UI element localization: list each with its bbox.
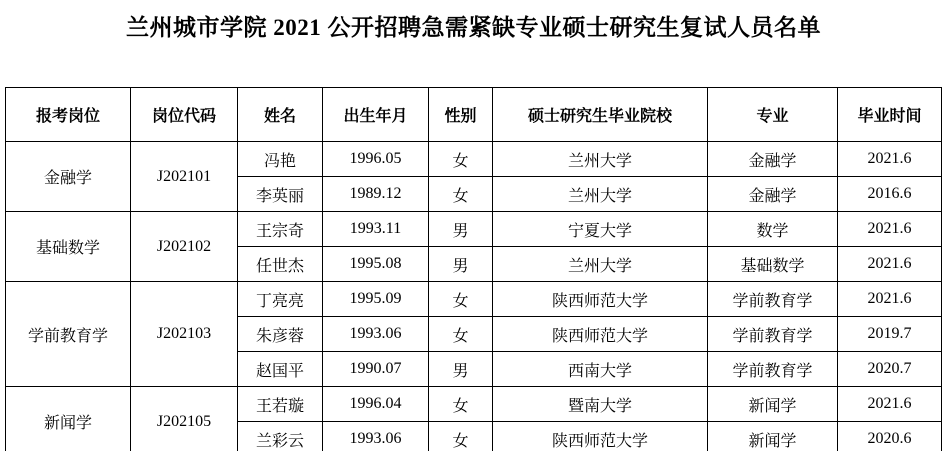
roster-table: [5, 87, 942, 451]
gender-cell: 女: [429, 142, 493, 177]
major-cell: 金融学: [708, 142, 838, 177]
code-cell: J202102: [131, 212, 238, 282]
code-cell: J202105: [131, 387, 238, 451]
gender-cell: 女: [429, 422, 493, 451]
name-cell: 李英丽: [238, 177, 323, 212]
birth-cell: 1993.06: [323, 422, 429, 451]
major-cell: 金融学: [708, 177, 838, 212]
gender-cell: 男: [429, 247, 493, 282]
birth-cell: 1995.09: [323, 282, 429, 317]
table-row: [6, 212, 942, 247]
header-cell-name: 姓名: [238, 88, 323, 142]
header-cell-grad: 毕业时间: [838, 88, 942, 142]
major-cell: 基础数学: [708, 247, 838, 282]
page-title: 兰州城市学院 2021 公开招聘急需紧缺专业硕士研究生复试人员名单: [126, 15, 821, 40]
document-page: [0, 9, 947, 451]
school-cell: 陕西师范大学: [493, 422, 708, 451]
birth-cell: 1993.11: [323, 212, 429, 247]
grad-cell: 2019.7: [838, 317, 942, 352]
name-cell: 赵国平: [238, 352, 323, 387]
gender-cell: 女: [429, 387, 493, 422]
school-cell: 兰州大学: [493, 247, 708, 282]
header-cell-gender: 性别: [429, 88, 493, 142]
header-cell-school: 硕士研究生毕业院校: [493, 88, 708, 142]
birth-cell: 1990.07: [323, 352, 429, 387]
header-cell-birth: 出生年月: [323, 88, 429, 142]
school-cell: 兰州大学: [493, 142, 708, 177]
header-row: [6, 88, 942, 142]
position-cell: 金融学: [6, 142, 131, 212]
grad-cell: 2020.7: [838, 352, 942, 387]
name-cell: 冯艳: [238, 142, 323, 177]
table-row: [6, 387, 942, 422]
gender-cell: 女: [429, 282, 493, 317]
position-cell: 基础数学: [6, 212, 131, 282]
major-cell: 新闻学: [708, 387, 838, 422]
school-cell: 暨南大学: [493, 387, 708, 422]
grad-cell: 2021.6: [838, 247, 942, 282]
grad-cell: 2020.6: [838, 422, 942, 451]
grad-cell: 2016.6: [838, 177, 942, 212]
header-cell-code: 岗位代码: [131, 88, 238, 142]
birth-cell: 1996.05: [323, 142, 429, 177]
name-cell: 任世杰: [238, 247, 323, 282]
birth-cell: 1995.08: [323, 247, 429, 282]
gender-cell: 男: [429, 212, 493, 247]
gender-cell: 女: [429, 177, 493, 212]
name-cell: 兰彩云: [238, 422, 323, 451]
major-cell: 学前教育学: [708, 352, 838, 387]
grad-cell: 2021.6: [838, 142, 942, 177]
school-cell: 兰州大学: [493, 177, 708, 212]
grad-cell: 2021.6: [838, 387, 942, 422]
header-cell-major: 专业: [708, 88, 838, 142]
major-cell: 数学: [708, 212, 838, 247]
code-cell: J202103: [131, 282, 238, 387]
birth-cell: 1993.06: [323, 317, 429, 352]
school-cell: 陕西师范大学: [493, 317, 708, 352]
major-cell: 学前教育学: [708, 317, 838, 352]
major-cell: 学前教育学: [708, 282, 838, 317]
name-cell: 王若璇: [238, 387, 323, 422]
name-cell: 王宗奇: [238, 212, 323, 247]
header-cell-position: 报考岗位: [6, 88, 131, 142]
grad-cell: 2021.6: [838, 212, 942, 247]
school-cell: 陕西师范大学: [493, 282, 708, 317]
gender-cell: 男: [429, 352, 493, 387]
gender-cell: 女: [429, 317, 493, 352]
position-cell: 学前教育学: [6, 282, 131, 387]
school-cell: 宁夏大学: [493, 212, 708, 247]
code-cell: J202101: [131, 142, 238, 212]
major-cell: 新闻学: [708, 422, 838, 451]
school-cell: 西南大学: [493, 352, 708, 387]
name-cell: 丁亮亮: [238, 282, 323, 317]
table-row: [6, 142, 942, 177]
position-cell: 新闻学: [6, 387, 131, 451]
grad-cell: 2021.6: [838, 282, 942, 317]
table-row: [6, 282, 942, 317]
birth-cell: 1989.12: [323, 177, 429, 212]
birth-cell: 1996.04: [323, 387, 429, 422]
name-cell: 朱彦蓉: [238, 317, 323, 352]
